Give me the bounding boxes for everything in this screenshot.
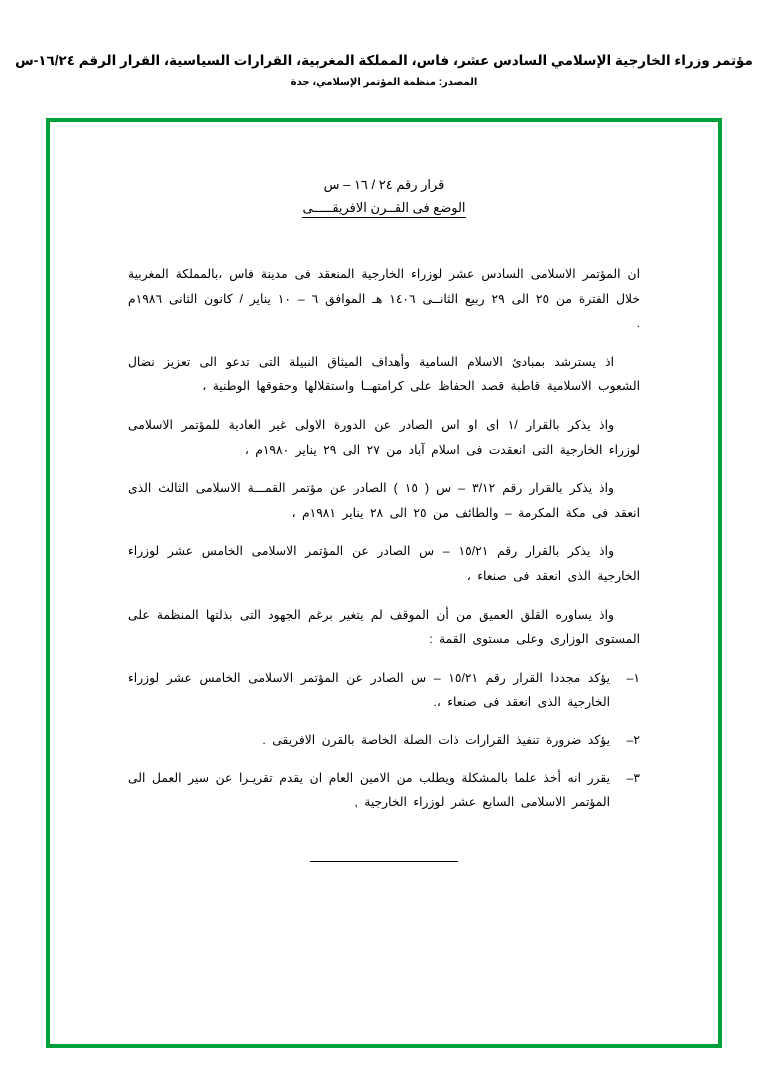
paragraph-preamble-4: واذ يذكر بالقرار رقم ٣/١٢ – س ( ١٥ ) الصادر عن مؤتمر القمـــة الاسلامى الثالث الذى انعقد فى مكة المكرمة – والطائف من ٢٥ الى ٢٨ يناير ١٩٨١م ، — [128, 481, 640, 520]
paragraph-preamble-1: ان المؤتمر الاسلامى السادس عشر لوزراء الخارجية المنعقد فى مدينة فاس ،بالمملكة المغربية خلال الفترة من ٢٥ الى ٢٩ ربيع الثانــى ١٤٠٦ هـ الموافق ٦ – ١٠ يناير / كانون الثانى ١٩٨٦م . — [128, 267, 640, 331]
end-of-document-rule — [310, 861, 458, 862]
page-header — [0, 0, 768, 88]
paragraph-preamble-5: واذ يذكر بالقرار رقم ١٥/٢١ – س الصادر عن المؤتمر الاسلامى الخامس عشر لوزراء الخارجية الذى انعقد فى صنعاء ، — [128, 544, 640, 583]
clause-text: يقرر انه أخذ علما بالمشكلة ويطلب من الامين العام ان يقدم تقريـرا عن سير العمل الى المؤتمر الاسلامى السابع عشر لوزراء الخارجية , — [128, 770, 610, 810]
clause-number: ١– — [626, 670, 640, 685]
end-rule-container — [128, 849, 640, 867]
clause-item — [128, 728, 640, 753]
clause-text: يؤكد مجددا القرار رقم ١٥/٢١ – س الصادر عن المؤتمر الاسلامى الخامس عشر لوزراء الخارجية الذى انعقد فى صنعاء ،. — [128, 670, 610, 710]
header-source: المصدر: منظمة المؤتمر الإسلامي، جدة — [290, 76, 478, 88]
clause-number: ٣– — [626, 770, 640, 785]
resolution-subject: الوضع فى القــرن الافريقـــــى — [302, 200, 465, 218]
header-title: مؤتمر وزراء الخارجية الإسلامي السادس عشر، فاس، المملكة المغربية، القرارات السياسية، القرار الرقم ١٦/٢٤-س — [15, 53, 753, 68]
clause-number: ٢– — [626, 732, 640, 747]
resolution-title-block — [128, 176, 640, 218]
document-body — [50, 122, 718, 1044]
resolution-number: قرار رقم ٢٤ / ١٦ – س — [323, 177, 445, 192]
paragraph-preamble-6: واذ يساوره القلق العميق من أن الموقف لم يتغير برغم الجهود التى بذلتها المنظمة على المستوى الوزارى وعلى مستوى القمة : — [128, 607, 640, 647]
clause-item — [128, 766, 640, 815]
paragraph-preamble-2: اذ يسترشد بمبادئ الاسلام السامية وأهداف الميثاق النبيلة التى تدعو الى تعزيز نضال الشعوب الاسلامية قاطبة قصد الحفاظ على كرامتهــا واستقلالها وحقوقها الوطنية ، — [128, 354, 640, 394]
paragraph-preamble-3: واذ يذكر بالقرار /١ اى او اس الصادر عن الدورة الاولى غير العادية للمؤتمر الاسلامى لوزراء الخارجية التى انعقدت فى اسلام آباد من ٢٧ الى ٢٩ يناير ١٩٨٠م ، — [128, 417, 640, 457]
clause-item — [128, 666, 640, 715]
document-frame — [46, 118, 722, 1048]
clause-text: يؤكد ضرورة تنفيذ القرارات ذات الصلة الخاصة بالقرن الافريقى . — [262, 732, 610, 747]
